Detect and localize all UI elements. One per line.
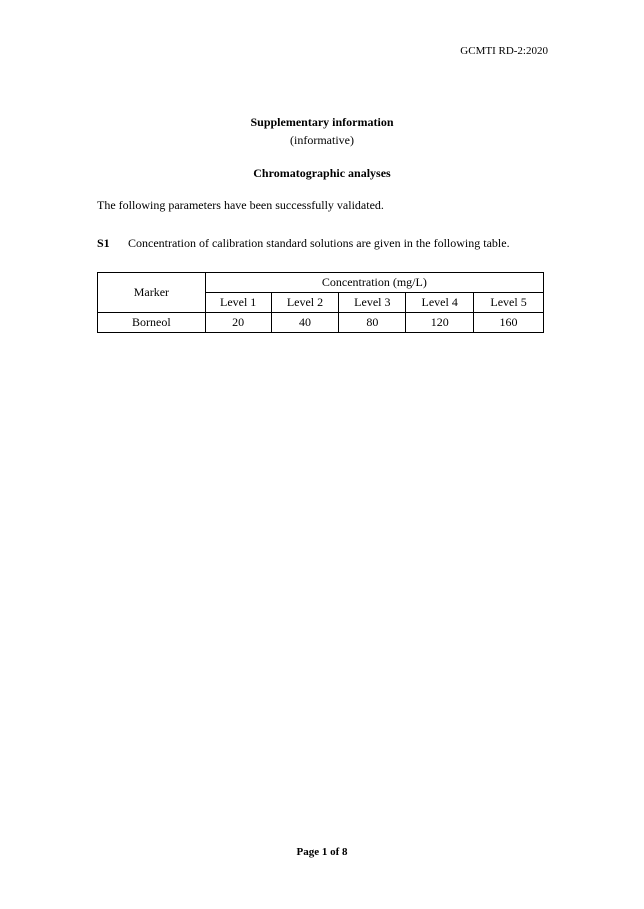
- value-cell: 120: [406, 313, 474, 333]
- value-cell: 20: [205, 313, 271, 333]
- clause-number: S1: [97, 236, 110, 250]
- page-subtitle: (informative): [290, 133, 354, 147]
- level-header: Level 3: [339, 293, 406, 313]
- value-cell: 160: [474, 313, 544, 333]
- title-block: [0, 114, 644, 148]
- value-cell: 80: [339, 313, 406, 333]
- level-header: Level 4: [406, 293, 474, 313]
- section-heading: Chromatographic analyses: [253, 166, 391, 180]
- page-footer: Page 1 of 8: [296, 846, 348, 858]
- table-row: [98, 313, 544, 333]
- intro-paragraph: The following parameters have been successfully validated.: [97, 198, 384, 212]
- clause-s1: [97, 236, 510, 251]
- document-code: GCMTI RD-2:2020: [460, 45, 548, 57]
- table-header-row: [98, 273, 544, 293]
- concentration-table: [97, 272, 544, 333]
- page-title: Supplementary information: [250, 115, 394, 129]
- marker-cell: Borneol: [98, 313, 206, 333]
- value-cell: 40: [271, 313, 339, 333]
- concentration-group-header: Concentration (mg/L): [205, 273, 543, 293]
- marker-column-header: Marker: [98, 273, 206, 313]
- clause-text: Concentration of calibration standard solutions are given in the following table.: [128, 236, 510, 250]
- level-header: Level 5: [474, 293, 544, 313]
- level-header: Level 2: [271, 293, 339, 313]
- level-header: Level 1: [205, 293, 271, 313]
